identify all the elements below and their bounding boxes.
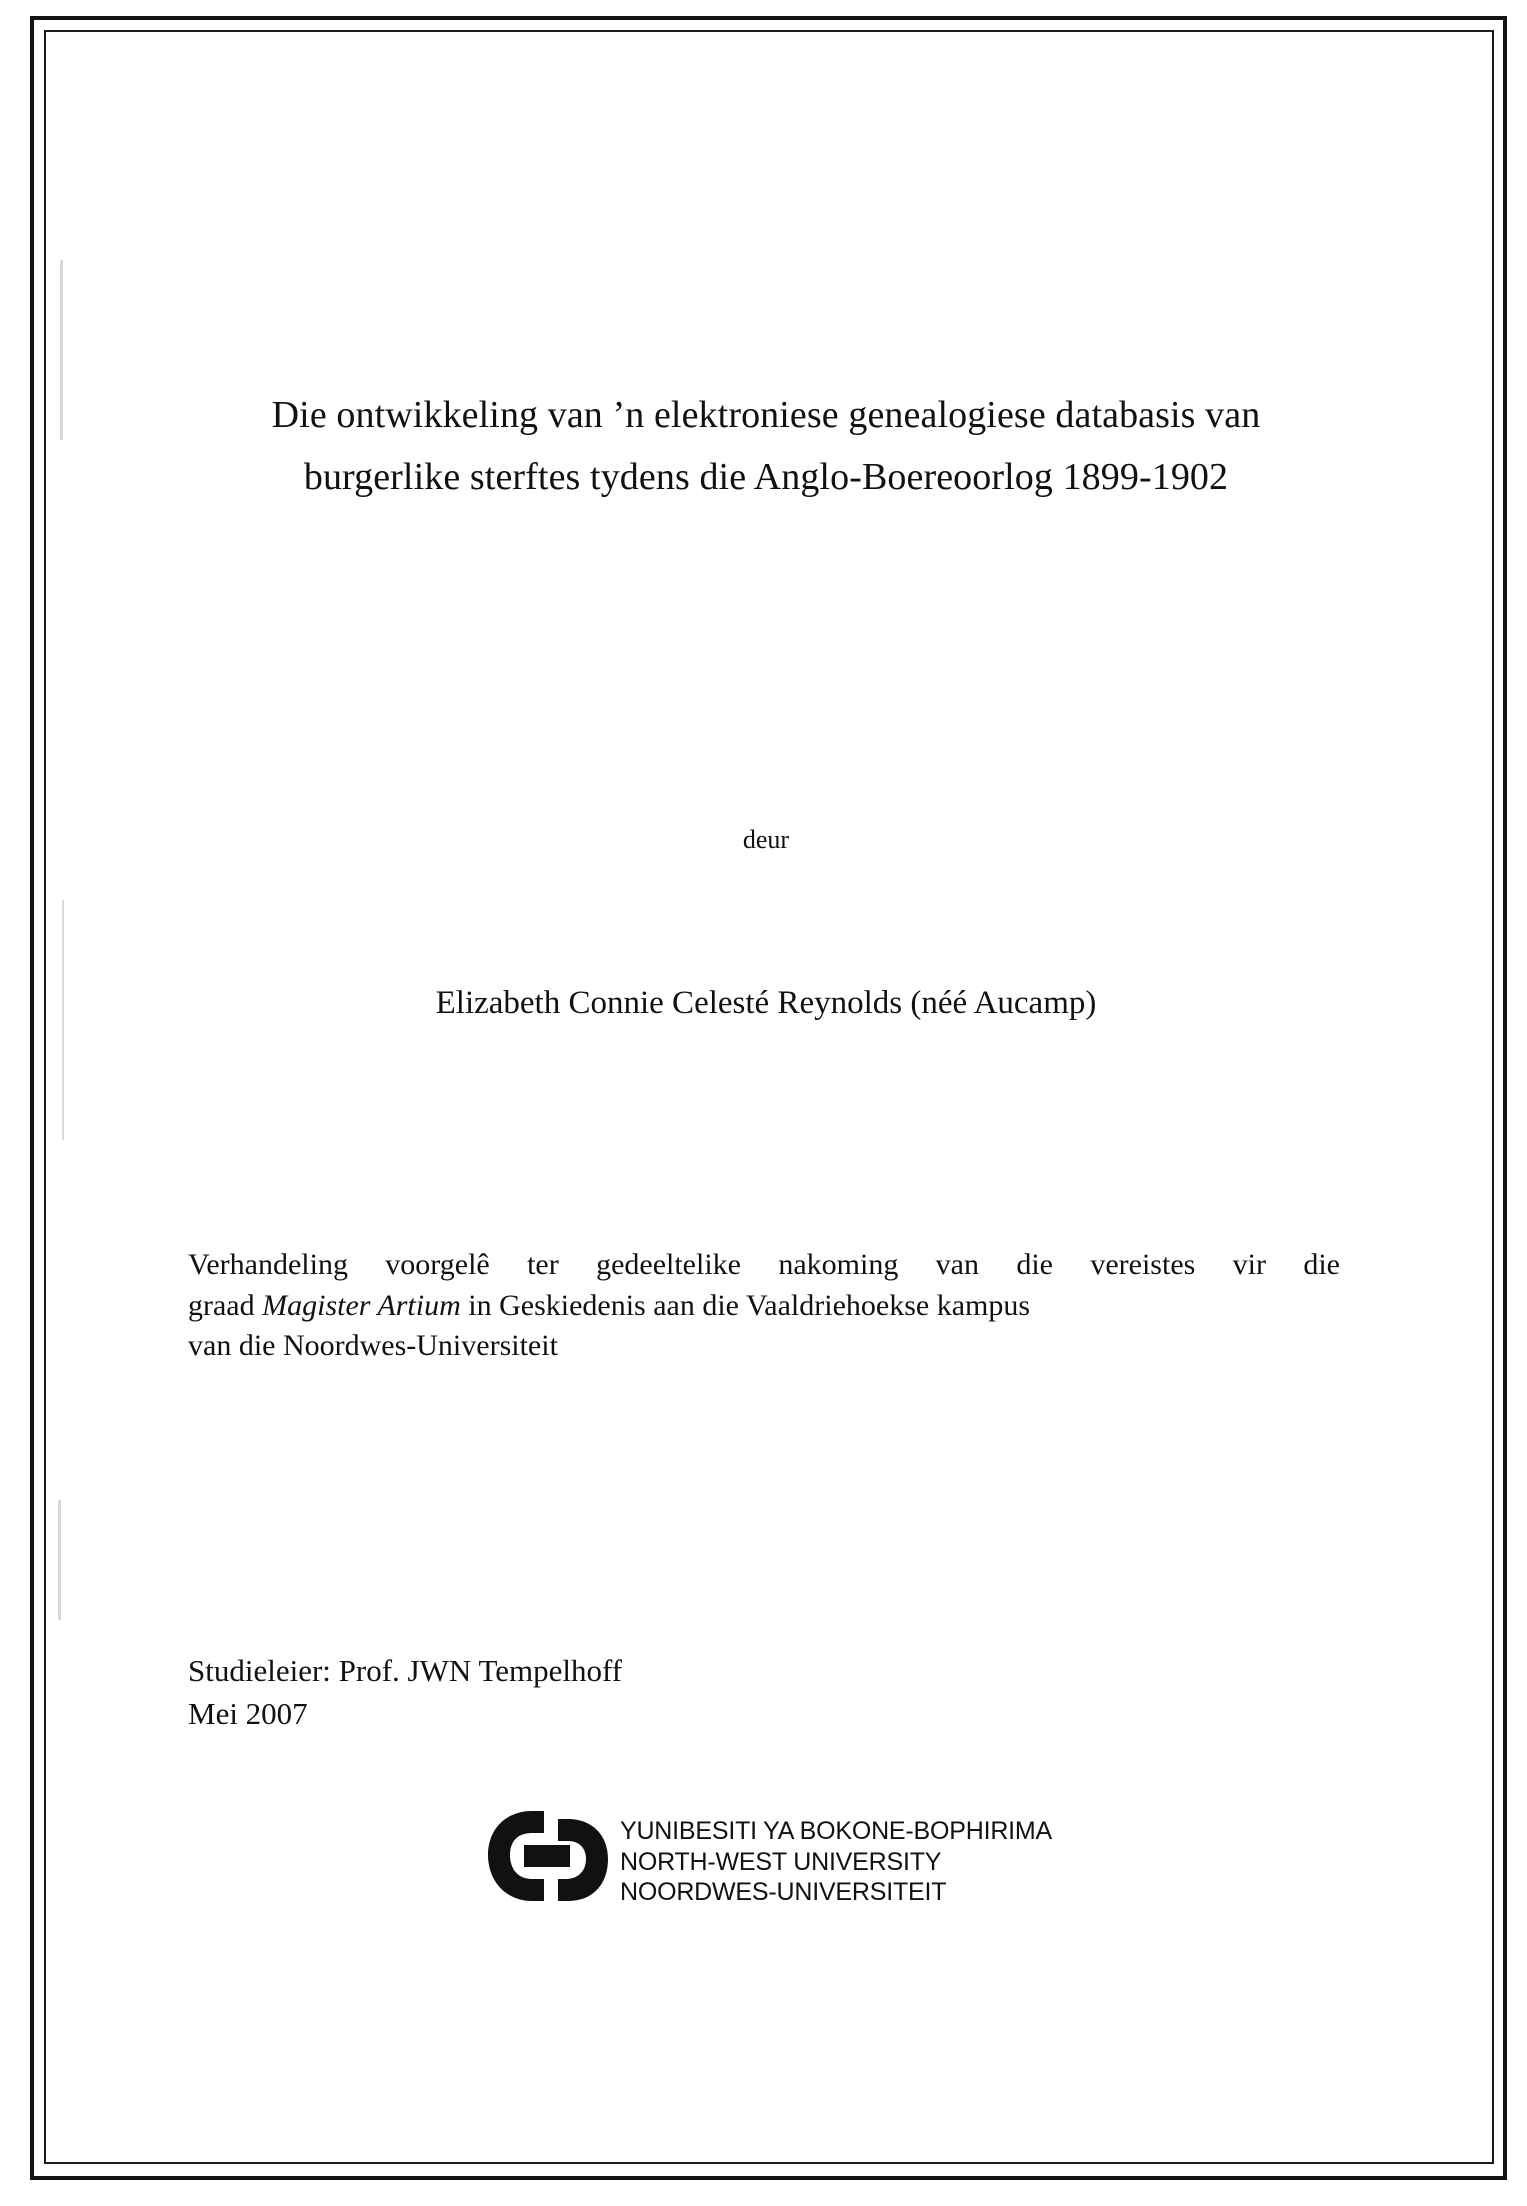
author-name: Elizabeth Connie Celesté Reynolds (néé Aucamp) [435, 985, 1097, 1021]
logo-line-1: YUNIBESITI YA BOKONE-BOPHIRIMA [619, 1816, 1053, 1845]
scan-artifact [60, 260, 63, 440]
logo-line-2: NORTH-WEST UNIVERSITY [619, 1847, 942, 1876]
degree-statement [188, 1245, 1340, 1367]
degree-statement-line-2-post: in Geskiedenis aan die Vaaldriehoekse kampus [460, 1288, 1031, 1322]
university-logo [186, 1805, 1346, 1915]
degree-statement-line-1: Verhandeling voorgelê ter gedeeltelike nakoming van die vereistes vir die [188, 1248, 1340, 1281]
scan-artifact [58, 1500, 61, 1620]
title-line-1: Die ontwikkeling van ’n elektroniese genealogiese databasis van [271, 394, 1261, 436]
logo-line-3: NOORDWES-UNIVERSITEIT [619, 1878, 947, 1907]
degree-statement-line-2-pre: graad [188, 1288, 263, 1322]
nwu-logo-text [620, 1812, 1052, 1908]
degree-name-italic: Magister Artium [262, 1288, 461, 1322]
title-line-2: burgerlike sterftes tydens die Anglo-Boereoorlog 1899-1902 [303, 455, 1229, 498]
by-label: deur [742, 825, 790, 854]
page-content [186, 30, 1346, 2130]
supervisor-line: Studieleier: Prof. JWN Tempelhoff [188, 1653, 623, 1688]
date-line: Mei 2007 [188, 1695, 308, 1731]
page-title [186, 385, 1346, 508]
nwu-logo-icon [480, 1805, 610, 1915]
degree-statement-line-2 [188, 1286, 1340, 1327]
supervisor-block [188, 1650, 1188, 1736]
scan-artifact [62, 900, 64, 1140]
degree-statement-line-3: van die Noordwes-Universiteit [188, 1329, 558, 1362]
